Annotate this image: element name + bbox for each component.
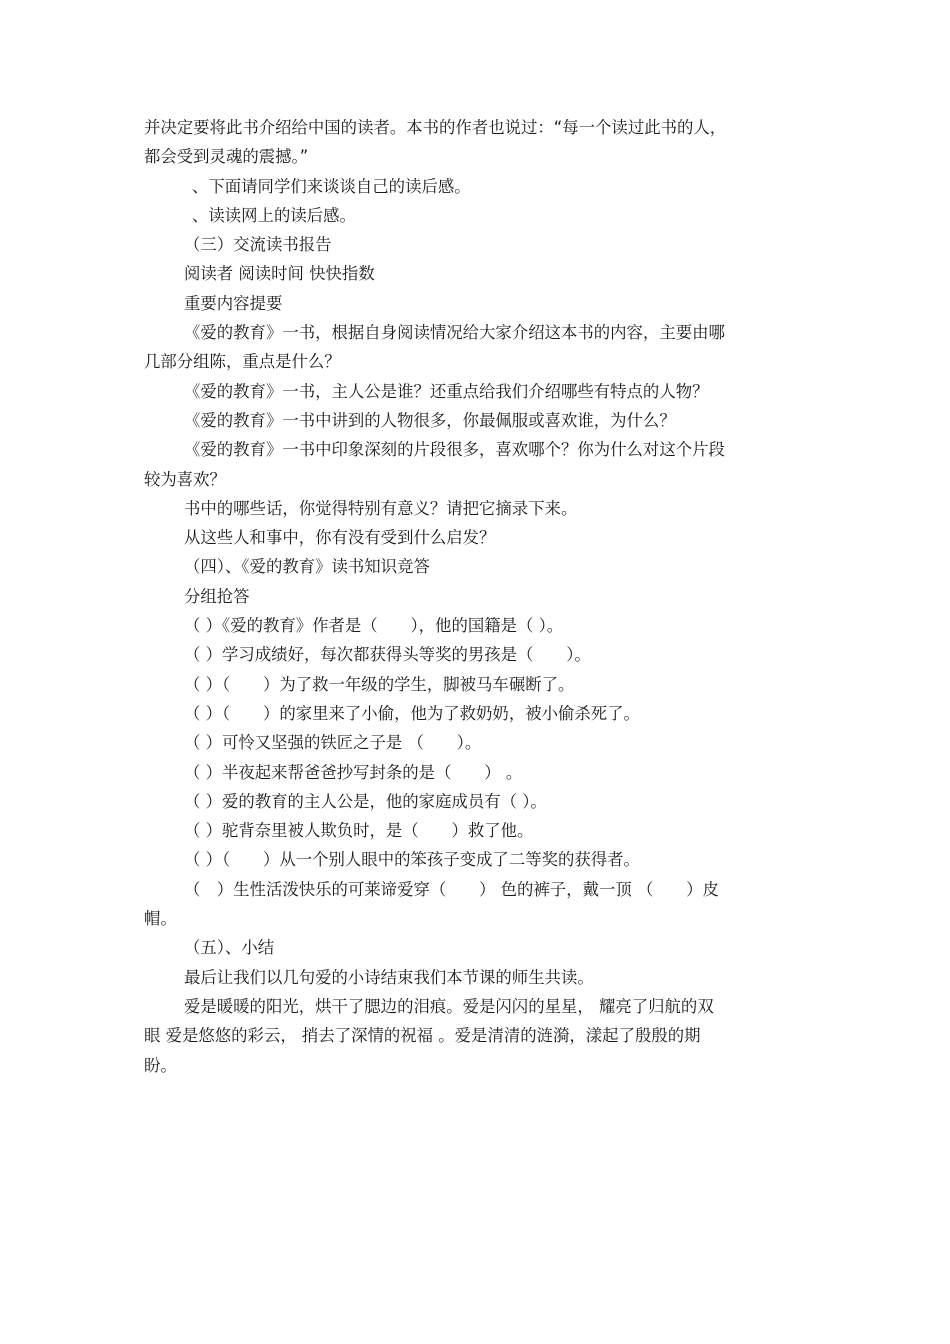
text-line: （ ）可怜又坚强的铁匠之子是 （ ）。: [184, 733, 482, 753]
text-line: 较为喜欢？: [144, 469, 226, 489]
text-line: 《爱的教育》一书，主人公是谁？还重点给我们介绍哪些有特点的人物？: [184, 381, 709, 401]
text-line: （ ）（ ）为了救一年级的学生，脚被马车碾断了。: [184, 674, 575, 694]
text-line: （ ）爱的教育的主人公是，他的家庭成员有（ ）。: [184, 791, 547, 811]
text-line: 眼 爱是悠悠的彩云， 捎去了深情的祝福 。爱是清清的涟漪，漾起了殷殷的期: [144, 1026, 701, 1046]
document-body: [144, 113, 812, 1080]
text-line: 《爱的教育》一书中印象深刻的片段很多，喜欢哪个？你为什么对这个片段: [184, 440, 725, 460]
text-line: 爱是暖暖的阳光，烘干了腮边的泪痕。爱是闪闪的星星， 耀亮了归航的双: [184, 996, 714, 1016]
text-line: 《爱的教育》一书中讲到的人物很多，你最佩服或喜欢谁，为什么？: [184, 410, 676, 430]
text-line: （ ）（ ）的家里来了小偷，他为了救奶奶，被小偷杀死了。: [184, 703, 640, 723]
text-line: 重要内容提要: [184, 293, 283, 313]
text-line: （四）、《爱的教育》读书知识竞答: [184, 557, 430, 577]
text-line: 几部分组陈，重点是什么？: [144, 352, 341, 372]
text-line: （ ）驼背奈里被人欺负时，是（ ）救了他。: [184, 821, 534, 841]
text-line: 最后让我们以几句爱的小诗结束我们本节课的师生共读。: [184, 967, 594, 987]
text-line: （ ）（ ）从一个别人眼中的笨孩子变成了二等奖的获得者。: [184, 850, 640, 870]
text-line: （五）、小结: [184, 938, 275, 958]
text-line: 都会受到灵魂的震撼。”: [144, 147, 309, 167]
text-line: （ ）半夜起来帮爸爸抄写封条的是（ ） 。: [184, 762, 523, 782]
text-line: （三）交流读书报告: [184, 235, 332, 255]
text-line: 并决定要将此书介绍给中国的读者。本书的作者也说过：“每一个读过此书的人，: [144, 118, 727, 137]
text-line: （ ）《爱的教育》作者是（ ），他的国籍是（ ）。: [184, 616, 564, 636]
text-line: （ ）生性活泼快乐的可莱谛爱穿（ ） 色的裤子，戴一顶 （ ）皮: [184, 879, 719, 899]
text-line: 《爱的教育》一书，根据自身阅读情况给大家介绍这本书的内容，主要由哪: [184, 323, 725, 343]
text-line: （ ）学习成绩好，每次都获得头等奖的男孩是（ ）。: [184, 645, 591, 665]
text-line: 书中的哪些话，你觉得特别有意义？请把它摘录下来。: [184, 498, 578, 518]
text-line: 分组抢答: [184, 586, 250, 606]
text-line: 帽。: [144, 909, 177, 929]
text-line: 、读读网上的读后感。: [192, 205, 356, 225]
text-line: 阅读者 阅读时间 快快指数: [184, 264, 375, 284]
text-line: 、下面请同学们来谈谈自己的读后感。: [192, 176, 471, 196]
text-line: 从这些人和事中，你有没有受到什么启发？: [184, 528, 496, 548]
text-line: 盼。: [144, 1055, 177, 1075]
